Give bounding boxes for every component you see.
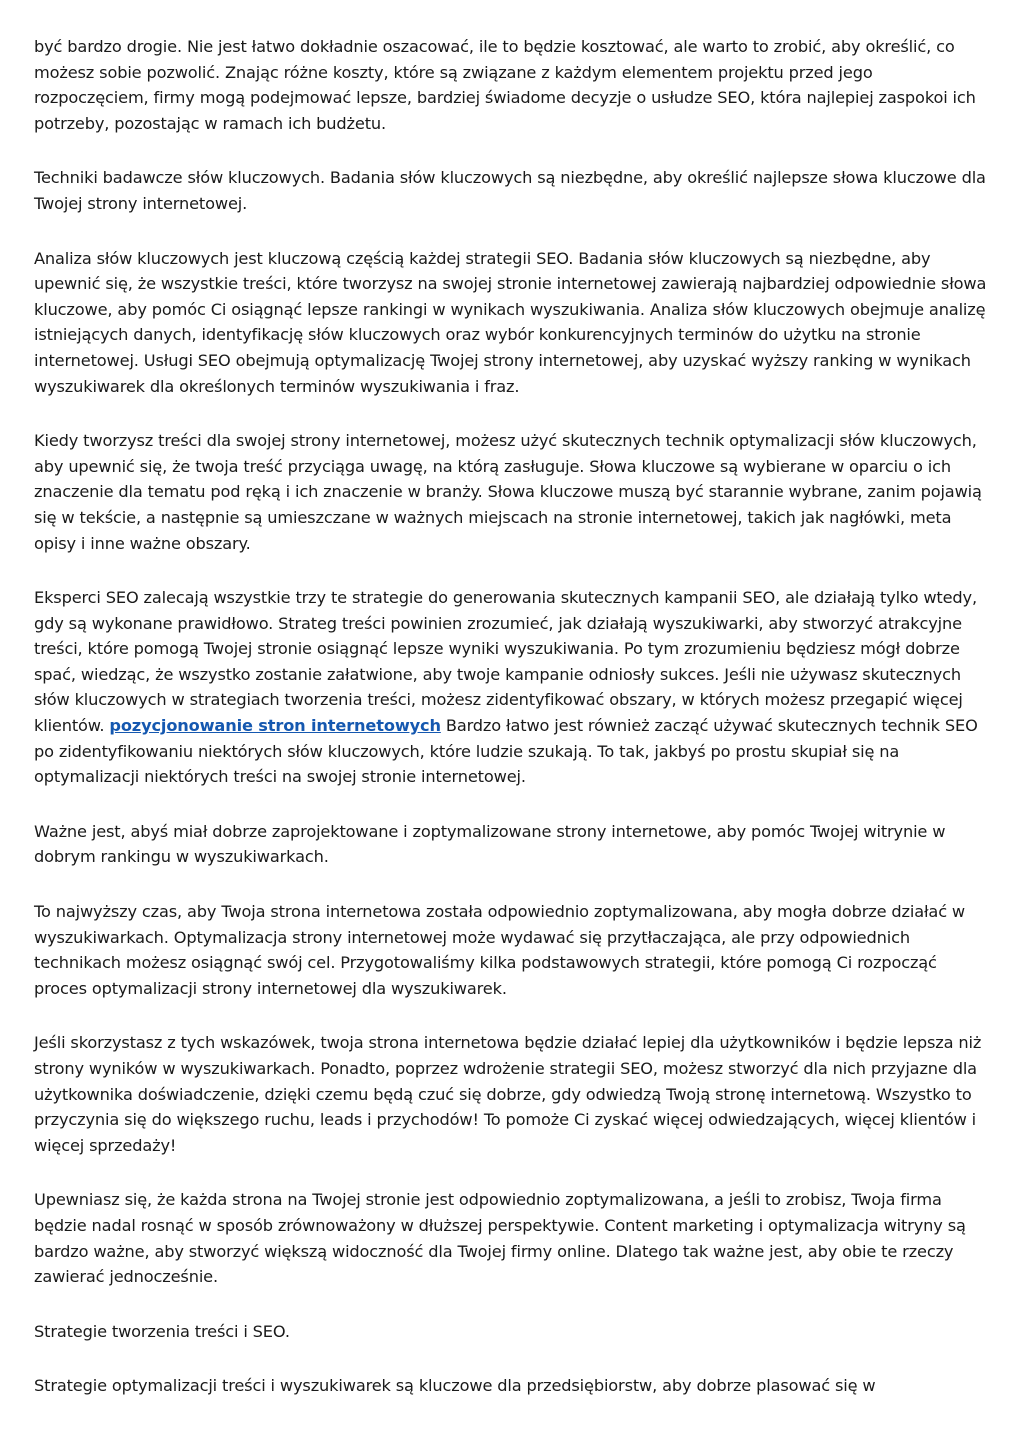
paragraph-keyword-research-techniques: Techniki badawcze słów kluczowych. Badania słów kluczowych są niezbędne, aby określić najlepsze słowa kluczowe dla Twojej strony internetowej. bbox=[34, 168, 986, 213]
paragraph-well-designed-pages: Ważne jest, abyś miał dobrze zaprojektowane i zoptymalizowane strony internetowe, aby pomóc Twojej witrynie w dobrym rankingu w wyszukiwarkach. bbox=[34, 821, 946, 867]
paragraph-keyword-optimization: Kiedy tworzysz treści dla swojej strony internetowej, możesz użyć skutecznych technik optymalizacji słów kluczowych, aby upewnić się, że twoja treść przyciąga uwagę, na którą zasługuje. Słowa kluczowe są wybierane w oparciu o ich znaczenie dla tematu pod ręką i ich znaczenie w branży. Słowa kluczowe muszą być starannie wybrane, zanim pojawią się w tekście, a następnie są umieszczane w ważnych miejscach na stronie internetowej, takich jak nagłówki, meta opisy i inne ważne obszary. bbox=[34, 431, 982, 553]
paragraph-cost-estimate: być bardzo drogie. Nie jest łatwo dokładnie oszacować, ile to będzie kosztować, ale warto to zrobić, aby określić, co możesz sobie pozwolić. Znając różne koszty, które są związane z każdym elementem projektu przed jego rozpoczęciem, firmy mogą podejmować lepsze, bardziej świadome decyzje o usłudze SEO, która najlepiej zaspokoi ich potrzeby, pozostając w ramach ich budżetu. bbox=[34, 37, 976, 133]
seo-positioning-link[interactable]: pozycjonowanie stron internetowych bbox=[109, 716, 441, 736]
paragraph-each-page-optimized: Upewniasz się, że każda strona na Twojej stronie jest odpowiednio zoptymalizowana, a jeśli to zrobisz, Twoja firma będzie nadal rosnąć w sposób zrównoważony w dłuższej perspektywie. Content marketing i optymalizacja witryny są bardzo ważne, aby stworzyć większą widoczność dla Twojej firmy online. Dlatego tak ważne jest, aby obie te rzeczy zawierać jednocześnie. bbox=[34, 1190, 966, 1287]
paragraph-tips-benefits: Jeśli skorzystasz z tych wskazówek, twoja strona internetowa będzie działać lepiej dla użytkowników i będzie lepsza niż strony wyników w wyszukiwarkach. Ponadto, poprzez wdrożenie strategii SEO, możesz stworzyć dla nich przyjazne dla użytkownika doświadczenie, dzięki czemu będą czuć się dobrze, gdy odwiedzą Twoją stronę internetową. Wszystko to przyczynia się do większego ruchu, leads i przychodów! To pomoże Ci zyskać więcej odwiedzających, więcej klientów i więcej sprzedaży! bbox=[34, 1033, 982, 1155]
paragraph-optimize-now: To najwyższy czas, aby Twoja strona internetowa została odpowiednio zoptymalizowana, aby mogła dobrze działać w wyszukiwarkach. Optymalizacja strony internetowej może wydawać się przytłaczająca, ale przy odpowiednich technikach możesz osiągnąć swój cel. Przygotowaliśmy kilka podstawowych strategii, które pomogą Ci rozpocząć proces optymalizacji strony internetowej dla wyszukiwarek. bbox=[34, 902, 966, 998]
paragraph-content-seo-strategies: Strategie optymalizacji treści i wyszukiwarek są kluczowe dla przedsiębiorstw, aby dobrze plasować się w bbox=[34, 1376, 876, 1396]
paragraph-seo-experts-text-after: Bardzo łatwo jest również zacząć używać skutecznych technik SEO po zidentyfikowaniu niektórych słów kluczowych, które ludzie szukają. To tak, jakbyś po prostu skupiał się na optymalizacji niektórych treści na swojej stronie internetowej. bbox=[34, 716, 978, 787]
paragraph-seo-experts-text-before: Eksperci SEO zalecają wszystkie trzy te strategie do generowania skutecznych kampanii SEO, ale działają tylko wtedy, gdy są wykonane prawidłowo. Strateg treści powinien zrozumieć, jak działają wyszukiwarki, aby stworzyć atrakcyjne treści, które pomogą Twojej stronie osiągnąć lepsze wyniki wyszukiwania. Po tym zrozumieniu będziesz mógł dobrze spać, wiedząc, że wszystko zostanie załatwione, aby twoje kampanie odniosły sukces. Jeśli nie używasz skutecznych słów kluczowych w strategiach tworzenia treści, możesz zidentyfikować obszary, w których możesz przegapić więcej klientów. bbox=[34, 588, 977, 736]
paragraph-content-seo-strategies-heading: Strategie tworzenia treści i SEO. bbox=[34, 1321, 290, 1341]
document-body bbox=[34, 34, 992, 1399]
paragraph-seo-experts bbox=[34, 585, 992, 790]
paragraph-keyword-analysis: Analiza słów kluczowych jest kluczową częścią każdej strategii SEO. Badania słów kluczowych są niezbędne, aby upewnić się, że wszystkie treści, które tworzysz na swojej stronie internetowej zawierają najbardziej odpowiednie słowa kluczowe, aby pomóc Ci osiągnąć lepsze rankingi w wynikach wyszukiwania. Analiza słów kluczowych obejmuje analizę istniejących danych, identyfikację słów kluczowych oraz wybór konkurencyjnych terminów do użytku na stronie internetowej. Usługi SEO obejmują optymalizację Twojej strony internetowej, aby uzyskać wyższy ranking w wynikach wyszukiwarek dla określonych terminów wyszukiwania i fraz. bbox=[34, 248, 987, 396]
